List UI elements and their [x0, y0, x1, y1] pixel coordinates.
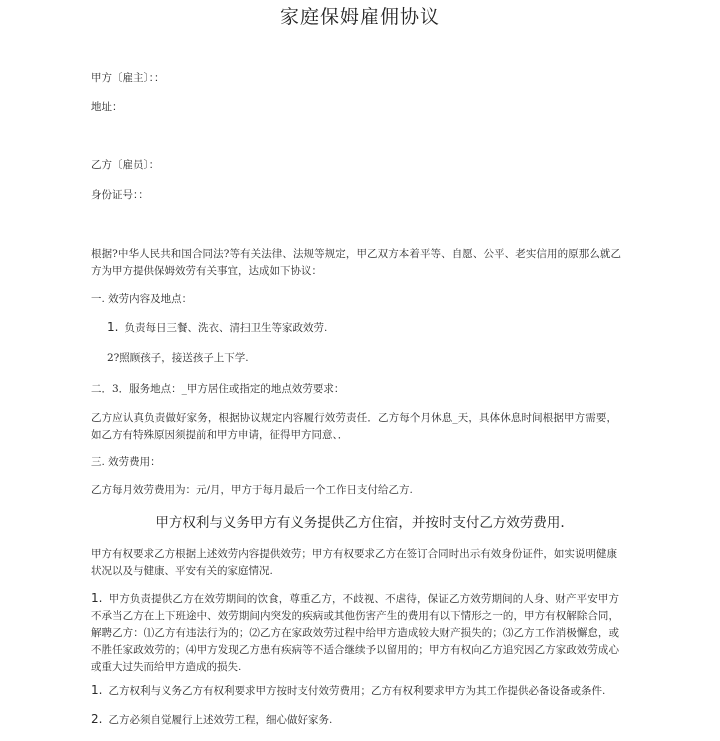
- service-item-1: [107, 320, 327, 335]
- address-label: 地址：: [91, 101, 123, 113]
- rights-paragraph: 甲方有权要求乙方根据上述效劳内容提供效劳；甲方有权要求乙方在签订合同时出示有效身份证件，如实说明健康状况以及与健康、平安有关的家庭情况.: [91, 548, 617, 577]
- party-b-item-2-number: 2.: [91, 712, 103, 726]
- party-b-item-1-text: 乙方权利与义务乙方有权利要求甲方按时支付效劳费用；乙方有权利要求甲方为其工作提供必备设备或条件.: [108, 685, 606, 697]
- party-b-item-2: [91, 712, 332, 727]
- party-b-label: 乙方〔雇员〕：: [91, 159, 160, 171]
- fee-text: 乙方每月效劳费用为：元/月，甲方于每月最后一个工作日支付给乙方.: [91, 484, 413, 496]
- service-item-2: 2?照顾孩子，接送孩子上下学.: [107, 352, 249, 364]
- section-2-title: 二．3．服务地点：_甲方居住或指定的地点效劳要求：: [91, 383, 345, 395]
- party-b-item-1-number: 1.: [91, 683, 103, 697]
- party-b-item-1: [91, 683, 605, 698]
- requirements-paragraph: 乙方应认真负责做好家务，根据协议规定内容履行效劳责任．乙方每个月休息_天，具体休息时间根据甲方需要，如乙方有特殊原因须提前和甲方申请，征得甲方同意、．: [91, 412, 617, 441]
- rights-heading: 甲方权利与义务甲方有义务提供乙方住宿，并按时支付乙方效劳费用.: [155, 515, 565, 531]
- clause-1-text: 甲方负责提供乙方在效劳期间的饮食，尊重乙方，不歧视、不虐待，保证乙方效劳期间的人身、财产平安甲方不承当乙方在上下班途中、效劳期间内突发的疾病或其他伤害产生的费用有以下情形之一的，甲方有权解除合同，解聘乙方：⑴乙方有违法行为的；⑵乙方在家政效劳过程中给甲方造成较大财产损失的；⑶乙方工作消极懈怠，或不胜任家政效劳的；⑷甲方发现乙方患有疾病等不适合继续予以留用的；甲方有权向乙方追究因乙方家政效劳成心或重大过失而给甲方造成的损失.: [91, 593, 619, 673]
- clause-1: [91, 590, 619, 676]
- id-number-label: 身份证号：：: [91, 189, 149, 201]
- party-a-label: 甲方〔雇主〕：：: [91, 72, 165, 84]
- service-item-1-text: 负责每日三餐、洗衣、清扫卫生等家政效劳.: [124, 322, 328, 334]
- document-title: 家庭保姆雇佣协议: [279, 6, 440, 28]
- section-1-title: 一. 效劳内容及地点：: [91, 293, 193, 305]
- party-b-item-2-text: 乙方必须自觉履行上述效劳工程，细心做好家务.: [108, 714, 333, 726]
- intro-paragraph: 根据?中华人民共和国合同法?等有关法律、法规等规定，甲乙双方本着平等、自愿、公平、老实信用的原那么就乙方为甲方提供保姆效劳有关事宜，达成如下协议：: [91, 248, 621, 277]
- section-3-title: 三. 效劳费用：: [91, 456, 161, 468]
- clause-1-number: 1.: [91, 591, 103, 605]
- service-item-1-number: 1.: [107, 320, 119, 334]
